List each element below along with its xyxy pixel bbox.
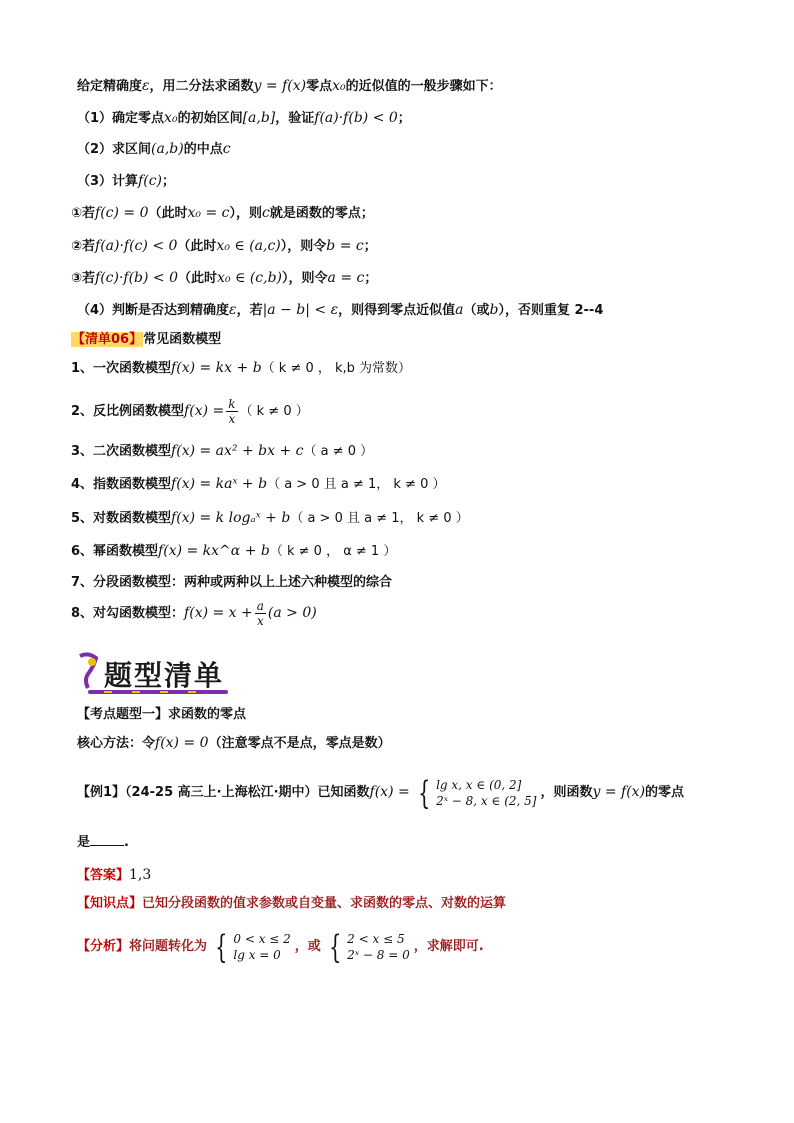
model-6: 6、幂函数模型f(x) = kx^α + b（ k ≠ 0 ， α ≠ 1 ） — [71, 543, 397, 559]
list06-heading — [71, 330, 221, 350]
analysis-system-1: { 0 < x ≤ 2 lg x = 0 — [215, 927, 291, 966]
model-7: 7、分段函数模型：两种或两种以上上述六种模型的综合 — [71, 575, 393, 590]
step-3: （3）计算f(c)； — [77, 173, 176, 189]
piecewise-function: { lg x, x ∈ (0, 2] 2ˣ − 8, x ∈ (2, 5] — [417, 773, 537, 812]
topic1-heading: 【考点题型一】求函数的零点 — [77, 707, 247, 722]
knowledge-tag: 【知识点】 — [77, 896, 143, 911]
step-4: （4）判断是否达到精确度ε，若|a − b| < ε，则得到零点近似值a（或b），否则重复 2--4 — [77, 302, 604, 318]
model-8-fraction: $\frac{a}{x}$ — [256, 599, 264, 628]
knowledge-text: 已知分段函数的值求参数或自变量、求函数的零点、对数的运算 — [142, 896, 507, 911]
answer-line — [77, 865, 151, 886]
question-types-banner — [74, 650, 238, 698]
model-8: 8、对勾函数模型：f(x) = x + $\frac{a}{x}$ (a > 0) — [71, 599, 317, 628]
step-1: （1）确定零点x₀的初始区间[a,b]，验证f(a)·f(b) < 0； — [77, 110, 411, 126]
list06-tag: 【清单06】 — [72, 332, 143, 347]
model-5: 5、对数函数模型f(x) = k logₐˣ + b（ a > 0 且 a ≠ 1， k ≠ 0 ） — [71, 510, 469, 526]
step-2: （2）求区间(a,b)的中点c — [77, 141, 231, 157]
answer-blank[interactable] — [90, 833, 124, 846]
analysis-line: 【分析】将问题转化为 { 0 < x ≤ 2 lg x = 0 ，或 { 2 < x ≤ 5 2ˣ − 8 = 0 ，求解即可. — [77, 927, 484, 966]
step-intro: 给定精确度ε，用二分法求函数y = f(x)零点x₀的近似值的一般步骤如下： — [77, 78, 502, 94]
banner-title: 题型清单 — [104, 659, 225, 692]
banner-star-icon — [88, 658, 96, 666]
knowledge-line — [77, 894, 506, 914]
core-method: 核心方法：令f(x) = 0（注意零点不是点，零点是数） — [77, 735, 391, 751]
step-3-case-3: ③若f(c)·f(b) < 0（此时x₀ ∈ (c,b)），则令a = c； — [71, 270, 378, 286]
example-1-cont: 是 . — [77, 835, 129, 850]
step-3-case-2: ②若f(a)·f(c) < 0（此时x₀ ∈ (a,c)），则令b = c； — [71, 238, 377, 254]
step-3-case-1: ①若f(c) = 0（此时x₀ = c），则c就是函数的零点； — [71, 205, 374, 221]
list06-title: 常见函数模型 — [143, 332, 222, 347]
model-4: 4、指数函数模型f(x) = kaˣ + b（ a > 0 且 a ≠ 1， k ≠ 0 ） — [71, 476, 446, 492]
answer-value: 1,3 — [129, 867, 152, 883]
model-2-fraction: $\frac{k}{x}$ — [228, 397, 236, 426]
model-2: 2、反比例函数模型f(x) = $\frac{k}{x}$ （ k ≠ 0 ） — [71, 397, 309, 426]
model-3: 3、二次函数模型f(x) = ax² + bx + c（ a ≠ 0 ） — [71, 443, 374, 459]
model-1: 1、一次函数模型f(x) = kx + b（ k ≠ 0 ， k,b 为常数） — [71, 360, 412, 376]
example-tag: 【例1】 — [77, 785, 126, 800]
answer-tag: 【答案】 — [77, 868, 130, 883]
analysis-tag: 【分析】 — [77, 939, 130, 954]
analysis-system-2: { 2 < x ≤ 5 2ˣ − 8 = 0 — [328, 927, 410, 966]
example-1: 【例1】（24-25 高三上·上海松江·期中）已知函数f(x) = { lg x, x ∈ (0, 2] 2ˣ − 8, x ∈ (2, 5] ，则函数y = f(x)的零点 — [77, 773, 685, 812]
